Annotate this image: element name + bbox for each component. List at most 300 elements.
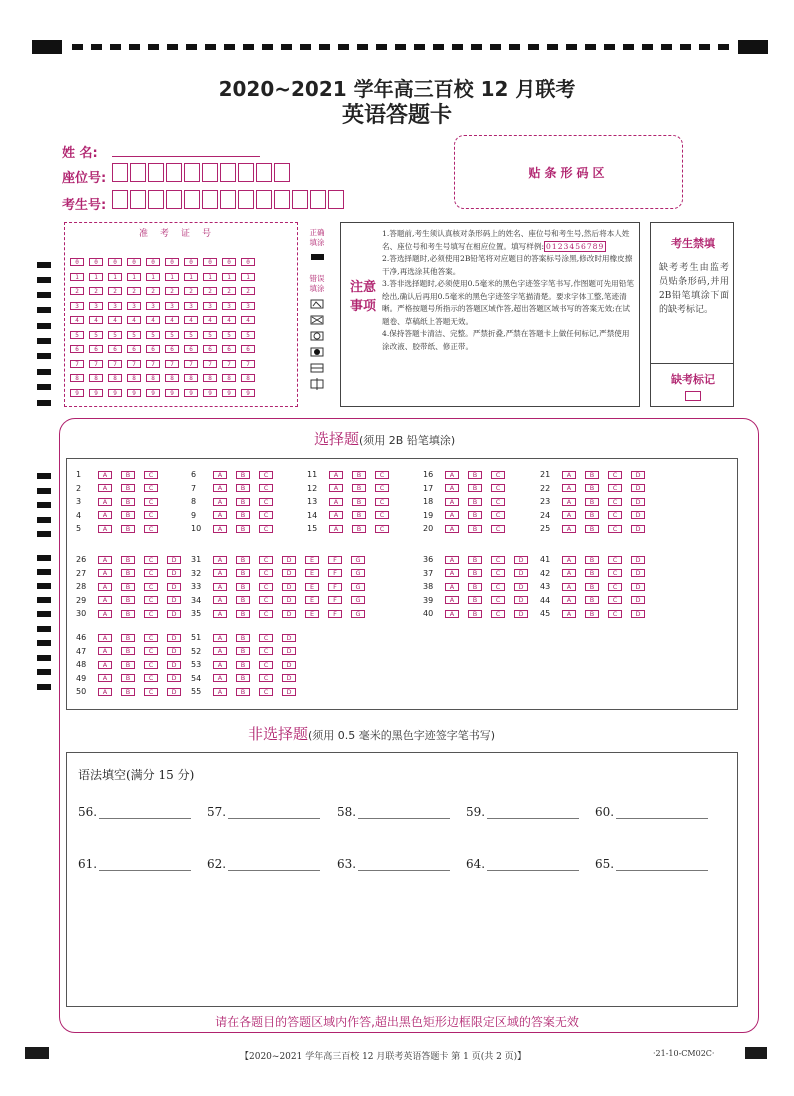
option-bubble-d[interactable]: D — [167, 569, 181, 577]
option-bubble-a[interactable]: A — [562, 569, 576, 577]
name-field[interactable] — [112, 156, 260, 157]
option-bubble-b[interactable]: B — [121, 569, 135, 577]
id-digit-bubble[interactable]: 7 — [241, 360, 255, 368]
digit-cell[interactable] — [274, 163, 290, 182]
option-bubble-a[interactable]: A — [445, 525, 459, 533]
id-digit-bubble[interactable]: 6 — [108, 345, 122, 353]
option-bubble-b[interactable]: B — [468, 596, 482, 604]
id-digit-bubble[interactable]: 2 — [165, 287, 179, 295]
id-digit-bubble[interactable]: 4 — [184, 316, 198, 324]
blank-65[interactable] — [595, 857, 708, 871]
id-digit-bubble[interactable]: 3 — [127, 302, 141, 310]
option-bubble-c[interactable]: C — [144, 583, 158, 591]
id-digit-bubble[interactable]: 0 — [203, 258, 217, 266]
option-bubble-b[interactable]: B — [236, 674, 250, 682]
id-digit-bubble[interactable]: 5 — [203, 331, 217, 339]
option-bubble-c[interactable]: C — [375, 471, 389, 479]
option-bubble-c[interactable]: C — [259, 661, 273, 669]
option-bubble-d[interactable]: D — [282, 688, 296, 696]
id-digit-bubble[interactable]: 4 — [241, 316, 255, 324]
id-digit-bubble[interactable]: 9 — [127, 389, 141, 397]
option-bubble-d[interactable]: D — [282, 583, 296, 591]
option-bubble-d[interactable]: D — [167, 583, 181, 591]
option-bubble-a[interactable]: A — [329, 484, 343, 492]
option-bubble-d[interactable]: D — [167, 634, 181, 642]
option-bubble-a[interactable]: A — [329, 498, 343, 506]
option-bubble-d[interactable]: D — [514, 569, 528, 577]
option-bubble-a[interactable]: A — [98, 596, 112, 604]
option-bubble-a[interactable]: A — [562, 511, 576, 519]
option-bubble-d[interactable]: D — [167, 661, 181, 669]
digit-cell[interactable] — [220, 163, 236, 182]
option-bubble-b[interactable]: B — [468, 556, 482, 564]
option-bubble-c[interactable]: C — [375, 511, 389, 519]
option-bubble-b[interactable]: B — [585, 484, 599, 492]
option-bubble-a[interactable]: A — [213, 647, 227, 655]
option-bubble-f[interactable]: F — [328, 556, 342, 564]
option-bubble-c[interactable]: C — [259, 498, 273, 506]
option-bubble-b[interactable]: B — [468, 511, 482, 519]
option-bubble-c[interactable]: C — [144, 596, 158, 604]
option-bubble-b[interactable]: B — [121, 661, 135, 669]
option-bubble-c[interactable]: C — [144, 661, 158, 669]
id-digit-bubble[interactable]: 4 — [222, 316, 236, 324]
option-bubble-b[interactable]: B — [468, 525, 482, 533]
option-bubble-a[interactable]: A — [445, 596, 459, 604]
option-bubble-b[interactable]: B — [121, 688, 135, 696]
option-bubble-d[interactable]: D — [282, 556, 296, 564]
id-digit-bubble[interactable]: 6 — [89, 345, 103, 353]
option-bubble-b[interactable]: B — [468, 498, 482, 506]
id-digit-bubble[interactable]: 6 — [184, 345, 198, 353]
id-digit-bubble[interactable]: 8 — [222, 374, 236, 382]
option-bubble-b[interactable]: B — [352, 511, 366, 519]
id-digit-bubble[interactable]: 2 — [70, 287, 84, 295]
option-bubble-d[interactable]: D — [514, 556, 528, 564]
option-bubble-b[interactable]: B — [121, 674, 135, 682]
option-bubble-b[interactable]: B — [236, 688, 250, 696]
id-digit-bubble[interactable]: 0 — [70, 258, 84, 266]
id-digit-bubble[interactable]: 7 — [108, 360, 122, 368]
id-digit-bubble[interactable]: 4 — [203, 316, 217, 324]
answer-line[interactable] — [228, 858, 320, 871]
option-bubble-b[interactable]: B — [468, 471, 482, 479]
option-bubble-d[interactable]: D — [631, 511, 645, 519]
option-bubble-b[interactable]: B — [121, 484, 135, 492]
option-bubble-a[interactable]: A — [329, 471, 343, 479]
option-bubble-a[interactable]: A — [213, 661, 227, 669]
option-bubble-a[interactable]: A — [98, 661, 112, 669]
option-bubble-c[interactable]: C — [144, 471, 158, 479]
option-bubble-d[interactable]: D — [167, 556, 181, 564]
answer-line[interactable] — [99, 806, 191, 819]
digit-cell[interactable] — [184, 190, 200, 209]
id-digit-bubble[interactable]: 5 — [127, 331, 141, 339]
id-digit-bubble[interactable]: 5 — [165, 331, 179, 339]
option-bubble-b[interactable]: B — [236, 525, 250, 533]
option-bubble-g[interactable]: G — [351, 556, 365, 564]
id-digit-bubble[interactable]: 1 — [146, 273, 160, 281]
option-bubble-b[interactable]: B — [352, 484, 366, 492]
id-digit-bubble[interactable]: 7 — [203, 360, 217, 368]
option-bubble-c[interactable]: C — [144, 511, 158, 519]
option-bubble-g[interactable]: G — [351, 610, 365, 618]
option-bubble-d[interactable]: D — [631, 498, 645, 506]
id-digit-bubble[interactable]: 9 — [165, 389, 179, 397]
digit-cell[interactable] — [310, 190, 326, 209]
digit-cell[interactable] — [112, 190, 128, 209]
option-bubble-a[interactable]: A — [213, 583, 227, 591]
option-bubble-a[interactable]: A — [445, 583, 459, 591]
option-bubble-d[interactable]: D — [167, 596, 181, 604]
option-bubble-b[interactable]: B — [585, 511, 599, 519]
option-bubble-b[interactable]: B — [121, 596, 135, 604]
option-bubble-c[interactable]: C — [144, 647, 158, 655]
digit-cell[interactable] — [274, 190, 290, 209]
id-digit-bubble[interactable]: 2 — [127, 287, 141, 295]
id-digit-bubble[interactable]: 8 — [70, 374, 84, 382]
option-bubble-c[interactable]: C — [259, 634, 273, 642]
id-digit-bubble[interactable]: 0 — [127, 258, 141, 266]
option-bubble-c[interactable]: C — [259, 471, 273, 479]
id-digit-bubble[interactable]: 4 — [146, 316, 160, 324]
digit-cell[interactable] — [328, 190, 344, 209]
option-bubble-c[interactable]: C — [608, 569, 622, 577]
id-digit-bubble[interactable]: 8 — [241, 374, 255, 382]
option-bubble-c[interactable]: C — [608, 471, 622, 479]
blank-62[interactable] — [207, 857, 320, 871]
option-bubble-a[interactable]: A — [213, 569, 227, 577]
option-bubble-d[interactable]: D — [167, 674, 181, 682]
option-bubble-b[interactable]: B — [121, 610, 135, 618]
id-digit-bubble[interactable]: 4 — [108, 316, 122, 324]
option-bubble-c[interactable]: C — [259, 688, 273, 696]
option-bubble-a[interactable]: A — [562, 471, 576, 479]
option-bubble-d[interactable]: D — [282, 610, 296, 618]
option-bubble-d[interactable]: D — [282, 674, 296, 682]
id-digit-bubble[interactable]: 2 — [108, 287, 122, 295]
option-bubble-c[interactable]: C — [608, 525, 622, 533]
option-bubble-a[interactable]: A — [562, 525, 576, 533]
option-bubble-a[interactable]: A — [213, 525, 227, 533]
id-digit-bubble[interactable]: 2 — [184, 287, 198, 295]
digit-cell[interactable] — [112, 163, 128, 182]
option-bubble-c[interactable]: C — [144, 674, 158, 682]
option-bubble-c[interactable]: C — [259, 511, 273, 519]
blank-61[interactable] — [78, 857, 191, 871]
id-digit-bubble[interactable]: 0 — [184, 258, 198, 266]
option-bubble-d[interactable]: D — [282, 634, 296, 642]
option-bubble-a[interactable]: A — [213, 634, 227, 642]
option-bubble-a[interactable]: A — [445, 471, 459, 479]
option-bubble-a[interactable]: A — [213, 596, 227, 604]
id-digit-bubble[interactable]: 7 — [127, 360, 141, 368]
option-bubble-d[interactable]: D — [514, 610, 528, 618]
id-digit-bubble[interactable]: 0 — [165, 258, 179, 266]
option-bubble-a[interactable]: A — [213, 674, 227, 682]
option-bubble-a[interactable]: A — [98, 634, 112, 642]
option-bubble-d[interactable]: D — [631, 525, 645, 533]
digit-cell[interactable] — [202, 163, 218, 182]
option-bubble-a[interactable]: A — [98, 525, 112, 533]
option-bubble-d[interactable]: D — [631, 583, 645, 591]
option-bubble-c[interactable]: C — [259, 596, 273, 604]
id-digit-bubble[interactable]: 6 — [203, 345, 217, 353]
option-bubble-d[interactable]: D — [282, 569, 296, 577]
option-bubble-b[interactable]: B — [121, 556, 135, 564]
option-bubble-a[interactable]: A — [445, 610, 459, 618]
option-bubble-c[interactable]: C — [608, 583, 622, 591]
id-digit-bubble[interactable]: 7 — [146, 360, 160, 368]
id-digit-bubble[interactable]: 6 — [70, 345, 84, 353]
option-bubble-a[interactable]: A — [98, 647, 112, 655]
id-digit-bubble[interactable]: 6 — [127, 345, 141, 353]
id-digit-bubble[interactable]: 8 — [108, 374, 122, 382]
blank-64[interactable] — [466, 857, 579, 871]
option-bubble-a[interactable]: A — [445, 569, 459, 577]
option-bubble-g[interactable]: G — [351, 596, 365, 604]
option-bubble-a[interactable]: A — [98, 674, 112, 682]
option-bubble-b[interactable]: B — [121, 498, 135, 506]
option-bubble-d[interactable]: D — [167, 647, 181, 655]
option-bubble-f[interactable]: F — [328, 569, 342, 577]
option-bubble-a[interactable]: A — [562, 556, 576, 564]
option-bubble-c[interactable]: C — [259, 583, 273, 591]
id-digit-bubble[interactable]: 1 — [108, 273, 122, 281]
id-digit-bubble[interactable]: 8 — [89, 374, 103, 382]
option-bubble-a[interactable]: A — [445, 511, 459, 519]
option-bubble-c[interactable]: C — [259, 674, 273, 682]
option-bubble-d[interactable]: D — [631, 556, 645, 564]
option-bubble-b[interactable]: B — [121, 647, 135, 655]
option-bubble-c[interactable]: C — [491, 596, 505, 604]
option-bubble-c[interactable]: C — [491, 556, 505, 564]
id-digit-bubble[interactable]: 9 — [203, 389, 217, 397]
blank-59[interactable] — [466, 805, 579, 819]
absent-mark-bubble[interactable] — [685, 391, 701, 401]
option-bubble-c[interactable]: C — [608, 511, 622, 519]
option-bubble-c[interactable]: C — [144, 525, 158, 533]
digit-cell[interactable] — [256, 190, 272, 209]
option-bubble-b[interactable]: B — [468, 569, 482, 577]
option-bubble-b[interactable]: B — [236, 511, 250, 519]
option-bubble-c[interactable]: C — [491, 511, 505, 519]
option-bubble-d[interactable]: D — [514, 596, 528, 604]
option-bubble-c[interactable]: C — [144, 634, 158, 642]
id-digit-bubble[interactable]: 7 — [222, 360, 236, 368]
option-bubble-b[interactable]: B — [121, 525, 135, 533]
id-digit-bubble[interactable]: 4 — [70, 316, 84, 324]
option-bubble-a[interactable]: A — [562, 498, 576, 506]
option-bubble-e[interactable]: E — [305, 556, 319, 564]
option-bubble-a[interactable]: A — [445, 484, 459, 492]
option-bubble-c[interactable]: C — [608, 556, 622, 564]
option-bubble-a[interactable]: A — [213, 511, 227, 519]
id-digit-bubble[interactable]: 0 — [146, 258, 160, 266]
digit-cell[interactable] — [130, 163, 146, 182]
id-digit-bubble[interactable]: 2 — [222, 287, 236, 295]
option-bubble-c[interactable]: C — [144, 484, 158, 492]
option-bubble-e[interactable]: E — [305, 583, 319, 591]
option-bubble-b[interactable]: B — [121, 634, 135, 642]
id-digit-bubble[interactable]: 7 — [89, 360, 103, 368]
exam-number-cells[interactable] — [112, 190, 344, 209]
option-bubble-e[interactable]: E — [305, 596, 319, 604]
option-bubble-b[interactable]: B — [236, 661, 250, 669]
option-bubble-a[interactable]: A — [98, 569, 112, 577]
id-digit-bubble[interactable]: 3 — [241, 302, 255, 310]
option-bubble-d[interactable]: D — [282, 596, 296, 604]
option-bubble-b[interactable]: B — [236, 583, 250, 591]
option-bubble-c[interactable]: C — [491, 525, 505, 533]
option-bubble-a[interactable]: A — [98, 484, 112, 492]
option-bubble-b[interactable]: B — [236, 484, 250, 492]
option-bubble-d[interactable]: D — [631, 569, 645, 577]
id-digit-bubble[interactable]: 7 — [70, 360, 84, 368]
id-digit-bubble[interactable]: 1 — [127, 273, 141, 281]
option-bubble-a[interactable]: A — [98, 498, 112, 506]
option-bubble-a[interactable]: A — [98, 471, 112, 479]
option-bubble-b[interactable]: B — [236, 647, 250, 655]
blank-57[interactable] — [207, 805, 320, 819]
option-bubble-d[interactable]: D — [514, 583, 528, 591]
option-bubble-a[interactable]: A — [213, 471, 227, 479]
option-bubble-c[interactable]: C — [259, 556, 273, 564]
id-digit-bubble[interactable]: 1 — [89, 273, 103, 281]
id-digit-bubble[interactable]: 5 — [184, 331, 198, 339]
option-bubble-d[interactable]: D — [167, 688, 181, 696]
option-bubble-c[interactable]: C — [259, 610, 273, 618]
option-bubble-a[interactable]: A — [213, 556, 227, 564]
id-digit-bubble[interactable]: 7 — [165, 360, 179, 368]
option-bubble-c[interactable]: C — [259, 569, 273, 577]
option-bubble-b[interactable]: B — [121, 511, 135, 519]
id-digit-bubble[interactable]: 4 — [165, 316, 179, 324]
digit-cell[interactable] — [184, 163, 200, 182]
option-bubble-b[interactable]: B — [236, 634, 250, 642]
option-bubble-e[interactable]: E — [305, 610, 319, 618]
id-digit-bubble[interactable]: 4 — [89, 316, 103, 324]
id-digit-bubble[interactable]: 8 — [146, 374, 160, 382]
option-bubble-c[interactable]: C — [144, 569, 158, 577]
id-digit-bubble[interactable]: 4 — [127, 316, 141, 324]
option-bubble-b[interactable]: B — [121, 583, 135, 591]
option-bubble-b[interactable]: B — [121, 471, 135, 479]
option-bubble-b[interactable]: B — [585, 583, 599, 591]
option-bubble-d[interactable]: D — [282, 661, 296, 669]
digit-cell[interactable] — [148, 190, 164, 209]
option-bubble-b[interactable]: B — [468, 583, 482, 591]
id-digit-bubble[interactable]: 1 — [70, 273, 84, 281]
id-digit-bubble[interactable]: 9 — [89, 389, 103, 397]
answer-line[interactable] — [487, 858, 579, 871]
option-bubble-c[interactable]: C — [375, 484, 389, 492]
option-bubble-b[interactable]: B — [585, 556, 599, 564]
option-bubble-c[interactable]: C — [491, 471, 505, 479]
id-digit-bubble[interactable]: 3 — [184, 302, 198, 310]
id-digit-bubble[interactable]: 6 — [241, 345, 255, 353]
option-bubble-a[interactable]: A — [562, 583, 576, 591]
option-bubble-c[interactable]: C — [491, 498, 505, 506]
option-bubble-c[interactable]: C — [375, 525, 389, 533]
id-digit-bubble[interactable]: 1 — [241, 273, 255, 281]
option-bubble-c[interactable]: C — [144, 498, 158, 506]
option-bubble-b[interactable]: B — [585, 610, 599, 618]
digit-cell[interactable] — [292, 190, 308, 209]
id-digit-bubble[interactable]: 0 — [108, 258, 122, 266]
option-bubble-a[interactable]: A — [98, 610, 112, 618]
id-digit-bubble[interactable]: 8 — [165, 374, 179, 382]
option-bubble-c[interactable]: C — [491, 610, 505, 618]
id-digit-bubble[interactable]: 7 — [184, 360, 198, 368]
answer-line[interactable] — [487, 806, 579, 819]
option-bubble-c[interactable]: C — [259, 525, 273, 533]
id-digit-bubble[interactable]: 9 — [184, 389, 198, 397]
option-bubble-c[interactable]: C — [259, 484, 273, 492]
option-bubble-c[interactable]: C — [491, 583, 505, 591]
option-bubble-c[interactable]: C — [144, 610, 158, 618]
option-bubble-e[interactable]: E — [305, 569, 319, 577]
id-digit-bubble[interactable]: 1 — [222, 273, 236, 281]
id-digit-bubble[interactable]: 5 — [108, 331, 122, 339]
digit-cell[interactable] — [238, 163, 254, 182]
option-bubble-b[interactable]: B — [585, 498, 599, 506]
option-bubble-d[interactable]: D — [167, 610, 181, 618]
id-digit-bubble[interactable]: 8 — [127, 374, 141, 382]
id-digit-bubble[interactable]: 8 — [203, 374, 217, 382]
option-bubble-b[interactable]: B — [352, 471, 366, 479]
option-bubble-b[interactable]: B — [352, 498, 366, 506]
id-digit-bubble[interactable]: 3 — [222, 302, 236, 310]
id-digit-bubble[interactable]: 1 — [184, 273, 198, 281]
answer-line[interactable] — [99, 858, 191, 871]
option-bubble-b[interactable]: B — [468, 610, 482, 618]
option-bubble-b[interactable]: B — [585, 596, 599, 604]
digit-cell[interactable] — [202, 190, 218, 209]
id-digit-bubble[interactable]: 3 — [108, 302, 122, 310]
id-digit-bubble[interactable]: 0 — [89, 258, 103, 266]
digit-cell[interactable] — [166, 190, 182, 209]
option-bubble-b[interactable]: B — [585, 471, 599, 479]
option-bubble-a[interactable]: A — [329, 511, 343, 519]
option-bubble-a[interactable]: A — [98, 511, 112, 519]
digit-cell[interactable] — [130, 190, 146, 209]
option-bubble-b[interactable]: B — [236, 569, 250, 577]
option-bubble-c[interactable]: C — [375, 498, 389, 506]
option-bubble-d[interactable]: D — [282, 647, 296, 655]
digit-cell[interactable] — [256, 163, 272, 182]
option-bubble-b[interactable]: B — [236, 498, 250, 506]
option-bubble-a[interactable]: A — [98, 583, 112, 591]
option-bubble-d[interactable]: D — [631, 596, 645, 604]
id-digit-bubble[interactable]: 9 — [241, 389, 255, 397]
answer-line[interactable] — [358, 806, 450, 819]
option-bubble-a[interactable]: A — [98, 688, 112, 696]
option-bubble-a[interactable]: A — [98, 556, 112, 564]
option-bubble-c[interactable]: C — [608, 484, 622, 492]
option-bubble-c[interactable]: C — [144, 688, 158, 696]
id-digit-bubble[interactable]: 5 — [241, 331, 255, 339]
option-bubble-c[interactable]: C — [259, 647, 273, 655]
digit-cell[interactable] — [238, 190, 254, 209]
option-bubble-d[interactable]: D — [631, 610, 645, 618]
option-bubble-b[interactable]: B — [585, 525, 599, 533]
id-digit-bubble[interactable]: 3 — [203, 302, 217, 310]
answer-line[interactable] — [228, 806, 320, 819]
digit-cell[interactable] — [220, 190, 236, 209]
option-bubble-a[interactable]: A — [445, 498, 459, 506]
id-digit-bubble[interactable]: 2 — [203, 287, 217, 295]
